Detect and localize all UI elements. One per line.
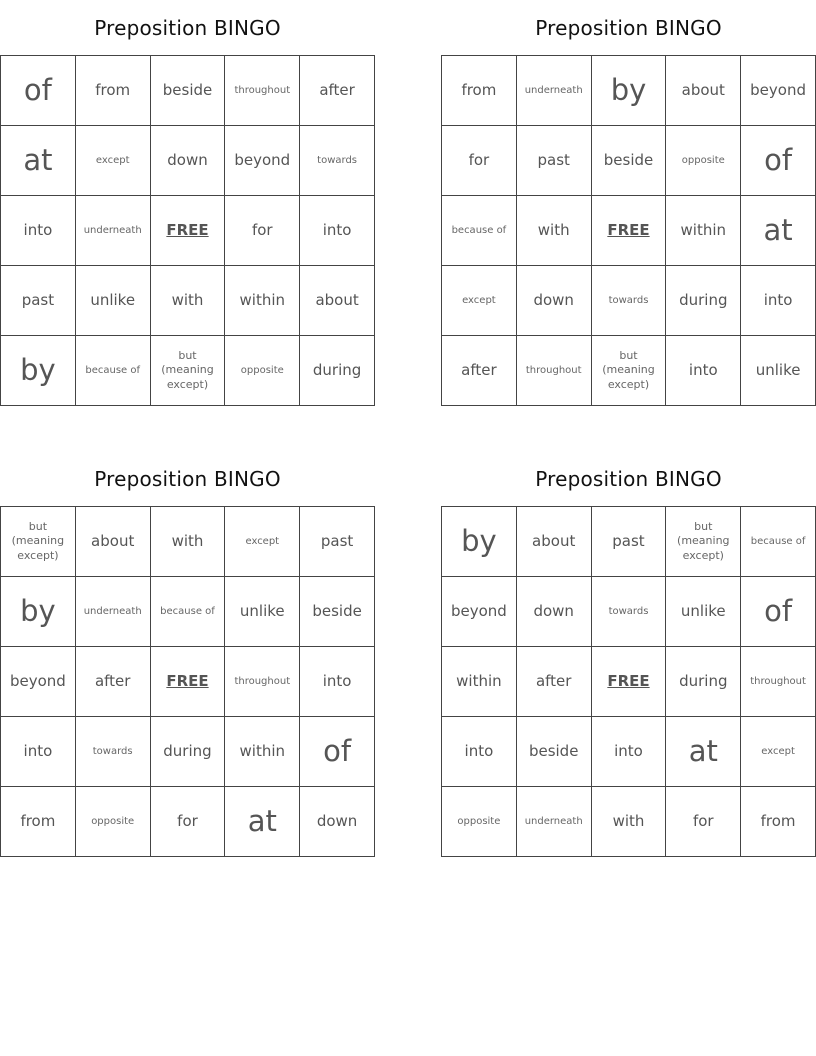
bingo-cell: for <box>225 196 300 266</box>
bingo-cell: except <box>741 717 816 787</box>
free-space-cell: FREE <box>592 196 667 266</box>
bingo-cell: unlike <box>741 336 816 406</box>
bingo-cell: from <box>442 56 517 126</box>
bingo-cell: beyond <box>442 577 517 647</box>
bingo-cell: unlike <box>76 266 151 336</box>
bingo-cell: within <box>666 196 741 266</box>
bingo-cell: about <box>76 507 151 577</box>
bingo-grid <box>441 506 816 857</box>
bingo-cell: beyond <box>1 647 76 717</box>
bingo-cell: into <box>442 717 517 787</box>
bingo-cell: down <box>517 577 592 647</box>
card-title: Preposition BINGO <box>94 15 281 40</box>
bingo-cell: unlike <box>225 577 300 647</box>
bingo-cell: towards <box>592 266 667 336</box>
free-space-cell: FREE <box>592 647 667 717</box>
bingo-cell: throughout <box>225 647 300 717</box>
bingo-cell: from <box>1 787 76 857</box>
bingo-cell: throughout <box>741 647 816 717</box>
bingo-cell: into <box>1 717 76 787</box>
bingo-cell: into <box>666 336 741 406</box>
bingo-cell: by <box>1 577 76 647</box>
bingo-cell: towards <box>76 717 151 787</box>
bingo-cell: during <box>151 717 226 787</box>
bingo-cell: past <box>300 507 375 577</box>
bingo-cell: about <box>666 56 741 126</box>
bingo-cell: down <box>151 126 226 196</box>
bingo-cell: from <box>741 787 816 857</box>
bingo-cell: within <box>225 717 300 787</box>
bingo-cell: because of <box>741 507 816 577</box>
bingo-cell: into <box>741 266 816 336</box>
free-space-cell: FREE <box>151 196 226 266</box>
bingo-cell: from <box>76 56 151 126</box>
bingo-cell: about <box>517 507 592 577</box>
bingo-cell: but (meaning except) <box>592 336 667 406</box>
bingo-cell: because of <box>151 577 226 647</box>
bingo-cell: about <box>300 266 375 336</box>
bingo-cell: because of <box>76 336 151 406</box>
bingo-cell: within <box>225 266 300 336</box>
bingo-cell: but (meaning except) <box>666 507 741 577</box>
bingo-grid <box>441 55 816 406</box>
bingo-cell: for <box>442 126 517 196</box>
bingo-grid <box>0 506 375 857</box>
bingo-cell: because of <box>442 196 517 266</box>
bingo-cell: during <box>300 336 375 406</box>
bingo-cell: underneath <box>517 56 592 126</box>
bingo-cell: underneath <box>76 577 151 647</box>
bingo-cell: except <box>442 266 517 336</box>
bingo-cell: throughout <box>225 56 300 126</box>
bingo-cell: unlike <box>666 577 741 647</box>
bingo-card-1 <box>0 0 375 406</box>
bingo-cell: opposite <box>442 787 517 857</box>
bingo-cell: beside <box>517 717 592 787</box>
bingo-cell: at <box>741 196 816 266</box>
bingo-cell: opposite <box>76 787 151 857</box>
bingo-cell: throughout <box>517 336 592 406</box>
bingo-cell: after <box>300 56 375 126</box>
bingo-cell: beside <box>300 577 375 647</box>
bingo-cell: at <box>1 126 76 196</box>
bingo-cell: underneath <box>517 787 592 857</box>
bingo-cell: past <box>1 266 76 336</box>
bingo-card-4 <box>441 451 816 857</box>
bingo-cell: of <box>300 717 375 787</box>
bingo-cell: of <box>741 126 816 196</box>
bingo-cell: with <box>151 507 226 577</box>
bingo-cell: during <box>666 647 741 717</box>
bingo-cell: past <box>592 507 667 577</box>
bingo-cell: but (meaning except) <box>151 336 226 406</box>
bingo-cell: into <box>592 717 667 787</box>
bingo-cell: of <box>1 56 76 126</box>
bingo-cell: after <box>517 647 592 717</box>
bingo-cell: down <box>517 266 592 336</box>
bingo-cell: after <box>442 336 517 406</box>
bingo-cell: opposite <box>225 336 300 406</box>
bingo-cell: towards <box>592 577 667 647</box>
card-title: Preposition BINGO <box>535 15 722 40</box>
bingo-cell: but (meaning except) <box>1 507 76 577</box>
bingo-cell: with <box>151 266 226 336</box>
bingo-card-3 <box>0 451 375 857</box>
bingo-cell: beside <box>592 126 667 196</box>
bingo-cell: by <box>442 507 517 577</box>
bingo-cell: into <box>300 647 375 717</box>
bingo-cell: except <box>76 126 151 196</box>
bingo-cell: of <box>741 577 816 647</box>
bingo-cell: for <box>151 787 226 857</box>
bingo-cell: with <box>592 787 667 857</box>
bingo-cell: after <box>76 647 151 717</box>
bingo-cell: underneath <box>76 196 151 266</box>
card-title: Preposition BINGO <box>94 466 281 491</box>
bingo-cell: by <box>592 56 667 126</box>
bingo-cell: within <box>442 647 517 717</box>
bingo-cell: for <box>666 787 741 857</box>
bingo-cell: beyond <box>225 126 300 196</box>
bingo-cell: towards <box>300 126 375 196</box>
bingo-cell: opposite <box>666 126 741 196</box>
card-title: Preposition BINGO <box>535 466 722 491</box>
bingo-cell: beside <box>151 56 226 126</box>
bingo-cell: during <box>666 266 741 336</box>
bingo-cell: into <box>300 196 375 266</box>
bingo-cell: except <box>225 507 300 577</box>
bingo-cell: with <box>517 196 592 266</box>
bingo-cell: past <box>517 126 592 196</box>
bingo-cell: by <box>1 336 76 406</box>
bingo-cell: at <box>666 717 741 787</box>
bingo-cell: at <box>225 787 300 857</box>
bingo-card-2 <box>441 0 816 406</box>
bingo-cell: into <box>1 196 76 266</box>
free-space-cell: FREE <box>151 647 226 717</box>
bingo-cell: down <box>300 787 375 857</box>
bingo-cell: beyond <box>741 56 816 126</box>
bingo-grid <box>0 55 375 406</box>
